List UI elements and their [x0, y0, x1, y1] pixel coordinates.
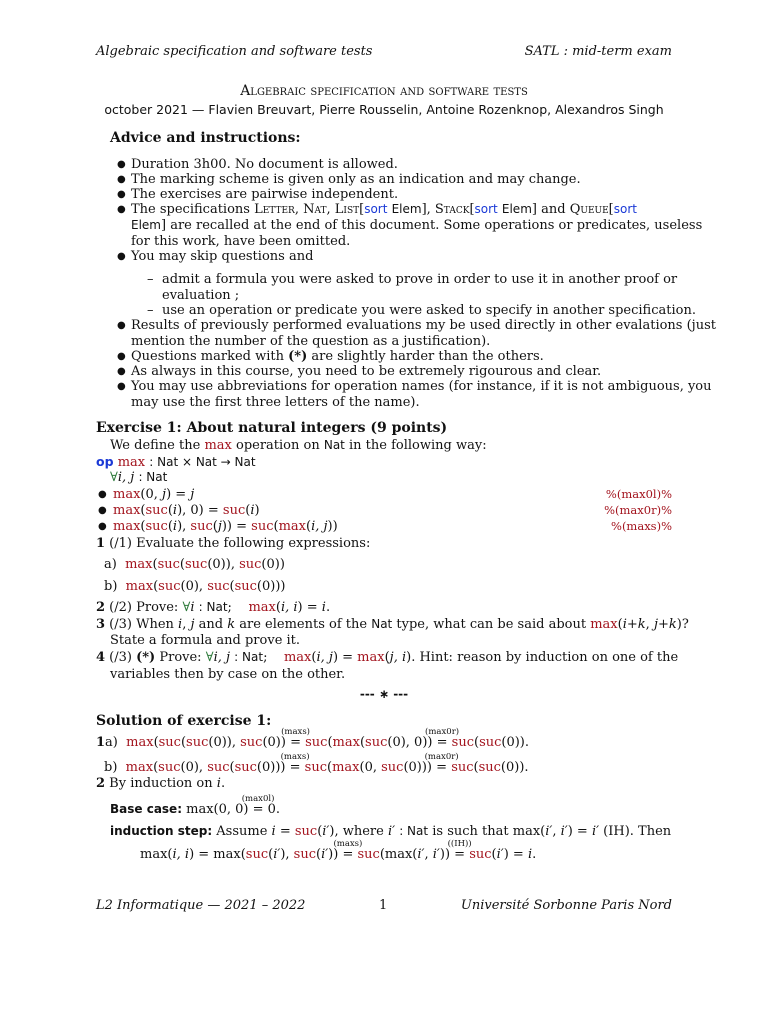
running-header-right: SATL : mid-term exam [524, 44, 672, 59]
solution-2: 2 By induction on i. [96, 776, 226, 791]
advice-item: The exercises are pairwise independent. [131, 187, 399, 202]
bullet: ● [117, 366, 126, 377]
question-3-cont: State a formula and prove it. [110, 633, 301, 648]
axiom-maxs: max(suc(i), suc(j)) = suc(max(i, j)) [113, 519, 338, 534]
question-4: 4 (/3) (*) Prove: ∀i, j : Nat; max(i, j) = max(j, i). Hint: reason by induction on one of the [96, 650, 679, 665]
separator: --- ∗ --- [359, 687, 409, 701]
advice-item: Duration 3h00. No document is allowed. [131, 157, 398, 172]
sub-item: use an operation or predicate you were asked to specify in another specification. [162, 303, 696, 318]
induction-derivation: max(i, i) = max(suc(i′), suc(i′)) (maxs) = suc(max(i′, i′)) ((IH)) = suc(i′) = i. [140, 839, 537, 862]
sub-dash: – [147, 272, 154, 287]
advice-item: You may skip questions and [131, 249, 314, 264]
bullet: ● [98, 521, 107, 532]
q1-b: b) max(suc(0), suc(suc(0))) [104, 579, 286, 594]
exercise-intro: We define the max operation on Nat in the following way: [110, 438, 487, 453]
advice-item: As always in this course, you need to be extremely rigourous and clear. [131, 364, 602, 379]
bullet: ● [117, 174, 126, 185]
op-signature: op max : Nat × Nat → Nat [96, 454, 256, 470]
q1-a: a) max(suc(suc(0)), suc(0)) [104, 557, 285, 572]
bullet: ● [98, 489, 107, 500]
bullet: ● [98, 505, 107, 516]
bullet: ● [117, 381, 126, 392]
footer-right: Université Sorbonne Paris Nord [460, 898, 672, 913]
sub-dash: – [147, 303, 154, 318]
advice-item-cont: may use the first three letters of the name). [131, 395, 420, 410]
solution-1a: 1a) max(suc(suc(0)), suc(0)) (maxs) = suc(max(suc(0), 0)) (max0r) = suc(suc(0)). [96, 727, 530, 750]
advice-item-specs: The specifications Letter, Nat, List[sort Elem], Stack[sort Elem] and Queue[sort [131, 202, 637, 217]
axiom-tag: %(max0r)% [604, 503, 672, 517]
sub-item-cont: evaluation ; [162, 288, 240, 303]
paper-title: Algebraic specification and software tests [240, 83, 528, 99]
question-4-cont: variables then by case on the other. [110, 667, 346, 682]
axiom-tag: %(maxs)% [611, 519, 672, 533]
advice-item-specs-cont: for this work, have been omitted. [131, 234, 351, 249]
paper-authors: october 2021 — Flavien Breuvart, Pierre Rousselin, Antoine Rozenknop, Alexandros Singh [104, 102, 664, 117]
advice-item: The marking scheme is given only as an indication and may change. [131, 172, 581, 187]
advice-item: You may use abbreviations for operation names (for instance, if it is not ambiguous, you [131, 379, 712, 394]
bullet: ● [117, 351, 126, 362]
advice-item: Results of previously performed evaluations my be used directly in other evalations (just [131, 318, 716, 333]
question-2: 2 (/2) Prove: ∀i : Nat; max(i, i) = i. [96, 600, 331, 615]
running-header-left: Algebraic specification and software tests [96, 44, 373, 59]
advice-item-cont: mention the number of the question as a justification). [131, 334, 491, 349]
axiom-tag: %(max0l)% [605, 487, 672, 501]
advice-heading: Advice and instructions: [110, 130, 301, 146]
advice-item-specs-cont: Elem] are recalled at the end of this document. Some operations or predicates, useless [131, 218, 703, 233]
bullet: ● [117, 204, 126, 215]
induction-step: induction step: Assume i = suc(i′), where i′ : Nat is such that max(i′, i′) = i′ (IH). Then [110, 824, 672, 839]
advice-item: Questions marked with (*) are slightly harder than the others. [131, 349, 544, 364]
exercise-heading: Exercise 1: About natural integers (9 points) [96, 420, 448, 436]
solution-1b: b) max(suc(0), suc(suc(0))) (maxs) = suc(max(0, suc(0))) (max0r) = suc(suc(0)). [104, 752, 529, 775]
question-3: 3 (/3) When i, j and k are elements of the Nat type, what can be said about max(i+k, j+k)? [96, 617, 689, 632]
bullet: ● [117, 159, 126, 170]
bullet: ● [117, 189, 126, 200]
base-case: Base case: max(0, 0) (max0l) = 0. [110, 794, 281, 817]
axiom-max0r: max(suc(i), 0) = suc(i) [113, 503, 260, 518]
axiom-max0l: max(0, j) = j [113, 487, 195, 502]
footer-left: L2 Informatique — 2021 – 2022 [96, 898, 306, 913]
bullet: ● [117, 251, 126, 262]
solution-heading: Solution of exercise 1: [96, 713, 272, 729]
sub-item: admit a formula you were asked to prove in order to use it in another proof or [162, 272, 678, 287]
question-1: 1 (/1) Evaluate the following expressions: [96, 536, 371, 551]
page-number: 1 [379, 898, 388, 913]
bullet: ● [117, 320, 126, 331]
forall-line: ∀i, j : Nat [110, 470, 168, 485]
